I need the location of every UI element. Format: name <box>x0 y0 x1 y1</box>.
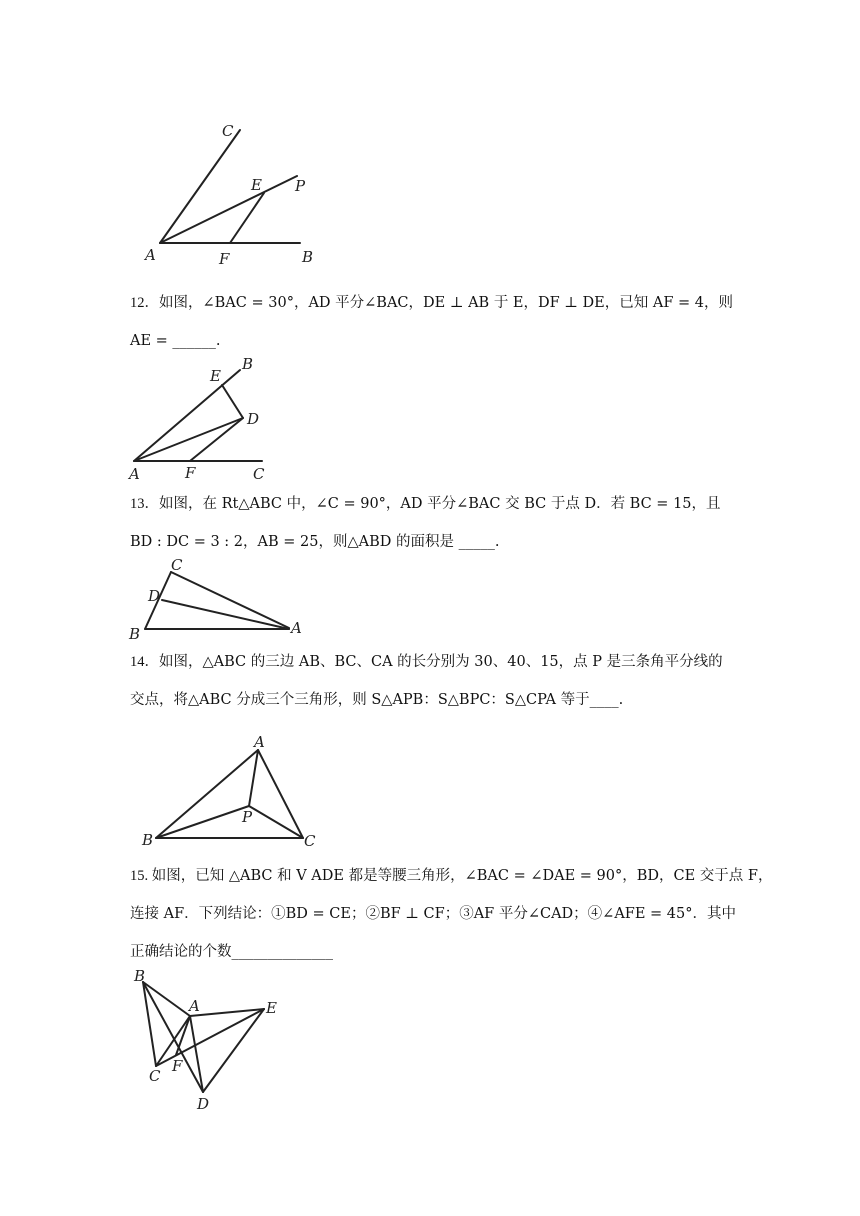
question-14 <box>130 643 730 719</box>
label-f: F <box>185 464 196 482</box>
figure-14 <box>0 730 860 855</box>
label-b: B <box>134 967 146 985</box>
side-ca <box>171 572 289 628</box>
figure-13 <box>0 550 860 645</box>
label-b: B <box>129 625 141 643</box>
ray-ap <box>160 176 297 243</box>
label-p: P <box>295 177 306 195</box>
label-d: D <box>197 1095 210 1113</box>
question-15 <box>130 857 773 971</box>
figure-12 <box>0 350 860 490</box>
label-d: D <box>148 587 161 605</box>
label-c: C <box>222 122 234 140</box>
question-15-line-2: 连接 AF．下列结论：①BD = CE；②BF ⊥ CF；③AF 平分∠CAD；④∠AFE = 45°．其中 <box>130 906 737 922</box>
label-b: B <box>142 831 154 849</box>
segment-ed <box>203 1009 264 1092</box>
question-12 <box>130 284 733 360</box>
ray-ac <box>160 130 240 243</box>
question-14-line-1: 14．如图，△ABC 的三边 AB、BC、CA 的长分别为 30、40、15，点 P 是三条角平分线的 <box>130 654 723 670</box>
label-b: B <box>302 248 314 266</box>
label-e: E <box>266 999 277 1017</box>
question-15-line-1: 15. 如图，已知 △ABC 和 V ADE 都是等腰三角形，∠BAC = ∠DAE = 90°，BD，CE 交于点 F， <box>130 868 773 884</box>
label-d: D <box>247 410 260 428</box>
label-e: E <box>210 367 221 385</box>
label-f: F <box>219 250 230 268</box>
label-c: C <box>304 832 316 850</box>
label-a: A <box>189 997 200 1015</box>
question-15-line-3: 正确结论的个数______________ <box>130 944 333 960</box>
segment-ad <box>134 418 243 461</box>
label-a: A <box>129 465 140 483</box>
question-14-line-2: 交点，将△ABC 分成三个三角形，则 S△APB：S△BPC：S△CPA 等于____. <box>130 692 624 708</box>
figure-11 <box>0 0 860 280</box>
label-a: A <box>254 733 265 751</box>
label-c: C <box>149 1067 161 1085</box>
label-p: P <box>242 808 253 826</box>
segment-df <box>190 418 243 461</box>
label-c: C <box>171 556 183 574</box>
question-12-line-1: 12．如图，∠BAC = 30°，AD 平分∠BAC，DE ⊥ AB 于 E，DF ⊥ DE，已知 AF = 4，则 <box>130 295 733 311</box>
question-13-line-2: BD : DC = 3 : 2，AB = 25，则△ABD 的面积是 _____. <box>130 534 500 550</box>
segment-ed <box>222 385 243 418</box>
label-c: C <box>253 465 265 483</box>
label-a: A <box>145 246 156 264</box>
label-e: E <box>251 176 262 194</box>
question-13-line-1: 13．如图，在 Rt△ABC 中，∠C = 90°，AD 平分∠BAC 交 BC 于点 D．若 BC = 15，且 <box>130 496 721 512</box>
side-ab <box>134 370 240 461</box>
segment-ba <box>143 982 190 1016</box>
label-f: F <box>172 1057 183 1075</box>
label-a: A <box>291 619 302 637</box>
segment-da <box>162 600 289 629</box>
question-12-line-2: AE = ______. <box>130 333 221 349</box>
segment-pb <box>156 806 249 838</box>
label-b: B <box>242 355 254 373</box>
segment-pa <box>249 750 258 806</box>
figure-15 <box>0 960 860 1120</box>
